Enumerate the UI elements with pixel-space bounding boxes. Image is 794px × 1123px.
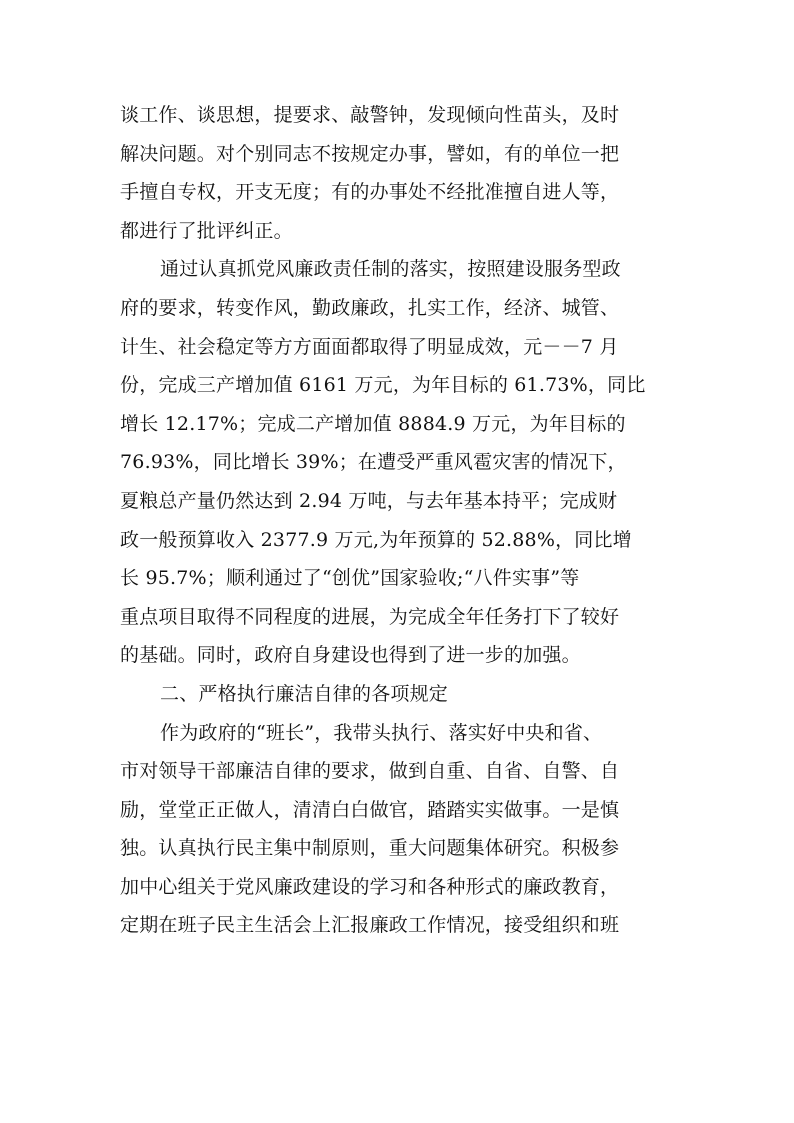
text-line: 手擅自专权，开支无度；有的办事处不经批准擅自进人等，	[120, 181, 620, 204]
text-line: 重点项目取得不同程度的进展，为完成全年任务打下了较好	[120, 605, 620, 628]
text-line: 府的要求，转变作风，勤政廉政，扎实工作，经济、城管、	[120, 296, 620, 319]
text-line: 增长 12.17%；完成二产增加值 8884.9 万元，为年目标的	[120, 412, 626, 435]
text-line: 市对领导干部廉洁自律的要求，做到自重、自省、自警、自	[120, 760, 620, 783]
text-line: 加中心组关于党风廉政建设的学习和各种形式的廉政教育，	[120, 875, 620, 898]
paragraph-start-line: 作为政府的“班长”，我带头执行、落实好中央和省、	[160, 721, 603, 744]
text-line: 独。认真执行民主集中制原则，重大问题集体研究。积极参	[120, 837, 620, 860]
section-heading: 二、严格执行廉洁自律的各项规定	[160, 682, 449, 705]
paragraph-start-line: 通过认真抓党风廉政责任制的落实，按照建设服务型政	[160, 258, 621, 281]
text-line: 份，完成三产增加值 6161 万元，为年目标的 61.73%，同比	[120, 374, 646, 397]
text-line: 夏粮总产量仍然达到 2.94 万吨，与去年基本持平；完成财	[120, 489, 618, 512]
text-line: 76.93%，同比增长 39%；在遭受严重风雹灾害的情况下，	[120, 451, 627, 474]
body-text	[120, 96, 685, 945]
text-line: 的基础。同时，政府自身建设也得到了进一步的加强。	[120, 644, 581, 667]
text-line: 励，堂堂正正做人，清清白白做官，踏踏实实做事。一是慎	[120, 798, 620, 821]
text-line: 长 95.7%；顺利通过了“创优”国家验收;“八件实事”等	[120, 567, 580, 590]
text-line: 解决问题。对个别同志不按规定办事，譬如，有的单位一把	[120, 142, 620, 165]
text-line: 谈工作、谈思想，提要求、敲警钟，发现倾向性苗头，及时	[120, 104, 620, 126]
text-line: 计生、社会稳定等方方面面都取得了明显成效，元－－7 月	[120, 335, 619, 358]
text-line: 政一般预算收入 2377.9 万元,为年预算的 52.88%，同比增	[120, 528, 632, 551]
text-line: 都进行了批评纠正。	[120, 219, 293, 242]
text-line: 定期在班子民主生活会上汇报廉政工作情况，接受组织和班	[120, 914, 620, 937]
